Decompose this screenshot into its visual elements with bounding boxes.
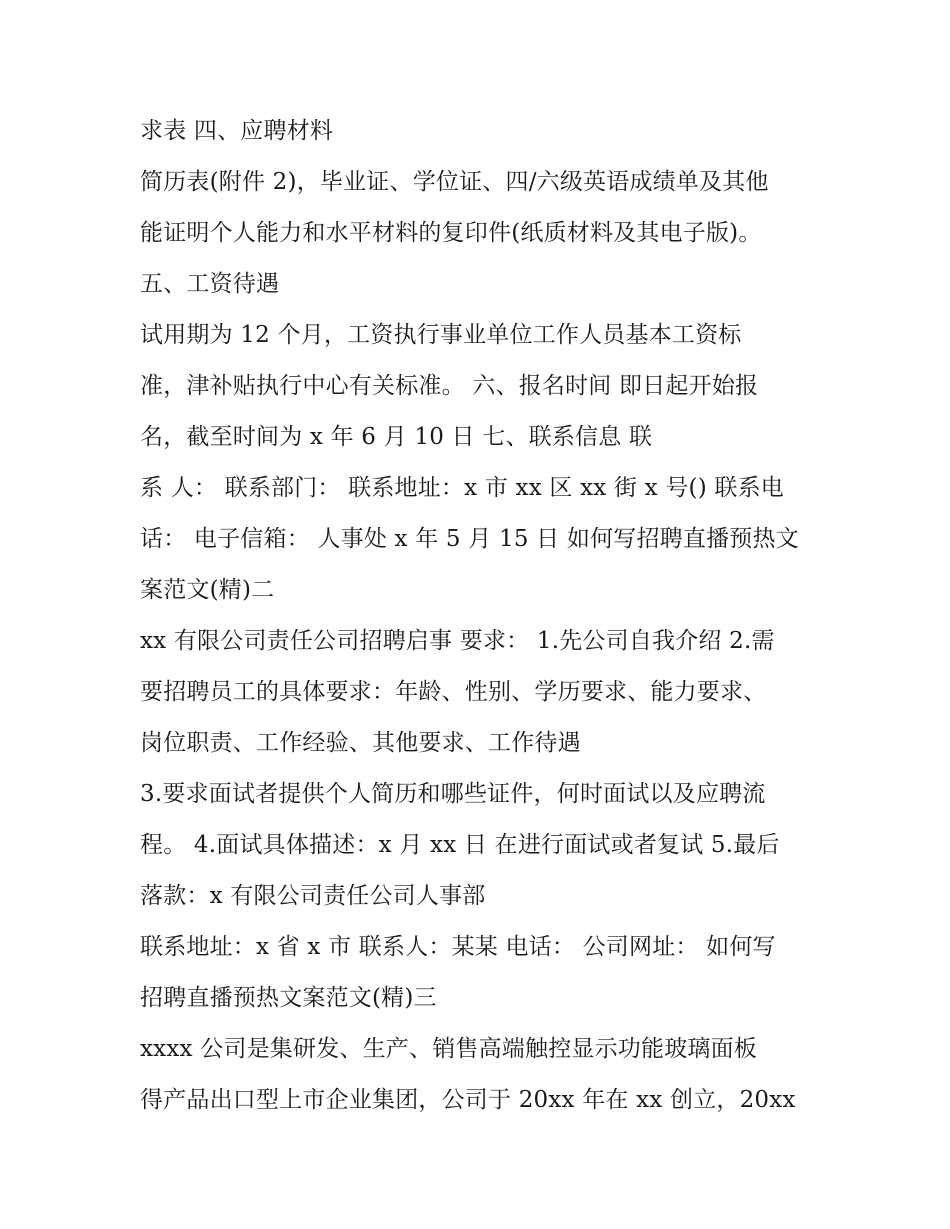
text-line: 话： 电子信箱： 人事处 x 年 5 月 15 日 如何写招聘直播预热文: [140, 526, 799, 552]
text-line: 得产品出口型上市企业集团，公司于 20xx 年在 xx 创立，20xx: [140, 1087, 796, 1113]
text-line: 3.要求面试者提供个人简历和哪些证件，何时面试以及应聘流: [140, 781, 766, 807]
text-line: 系 人： 联系部门： 联系地址：x 市 xx 区 xx 街 x 号() 联系电: [140, 475, 784, 501]
document-body: [140, 106, 830, 1126]
text-line: 案范文(精)二: [140, 577, 275, 603]
text-line: 联系地址：x 省 x 市 联系人：某某 电话： 公司网址： 如何写: [140, 934, 776, 960]
text-line: xx 有限公司责任公司招聘启事 要求： 1.先公司自我介绍 2.需: [140, 628, 775, 654]
text-line: 五、工资待遇: [140, 271, 280, 297]
text-line: 试用期为 12 个月，工资执行事业单位工作人员基本工资标: [140, 322, 742, 348]
text-line: 简历表(附件 2)，毕业证、学位证、四/六级英语成绩单及其他: [140, 169, 769, 195]
text-line: 要招聘员工的具体要求：年龄、性别、学历要求、能力要求、: [140, 679, 767, 705]
text-line: 准，津补贴执行中心有关标准。 六、报名时间 即日起开始报: [140, 373, 759, 399]
text-line: xxxx 公司是集研发、生产、销售高端触控显示功能玻璃面板: [140, 1036, 757, 1062]
text-line: 落款：x 有限公司责任公司人事部: [140, 883, 486, 909]
text-line: 求表 四、应聘材料: [140, 118, 334, 144]
text-line: 招聘直播预热文案范文(精)三: [140, 985, 437, 1011]
text-line: 能证明个人能力和水平材料的复印件(纸质材料及其电子版)。: [140, 220, 762, 246]
text-line: 程。 4.面试具体描述：x 月 xx 日 在进行面试或者复试 5.最后: [140, 832, 780, 858]
text-line: 岗位职责、工作经验、其他要求、工作待遇: [140, 730, 581, 756]
text-line: 名，截至时间为 x 年 6 月 10 日 七、联系信息 联: [140, 424, 653, 450]
